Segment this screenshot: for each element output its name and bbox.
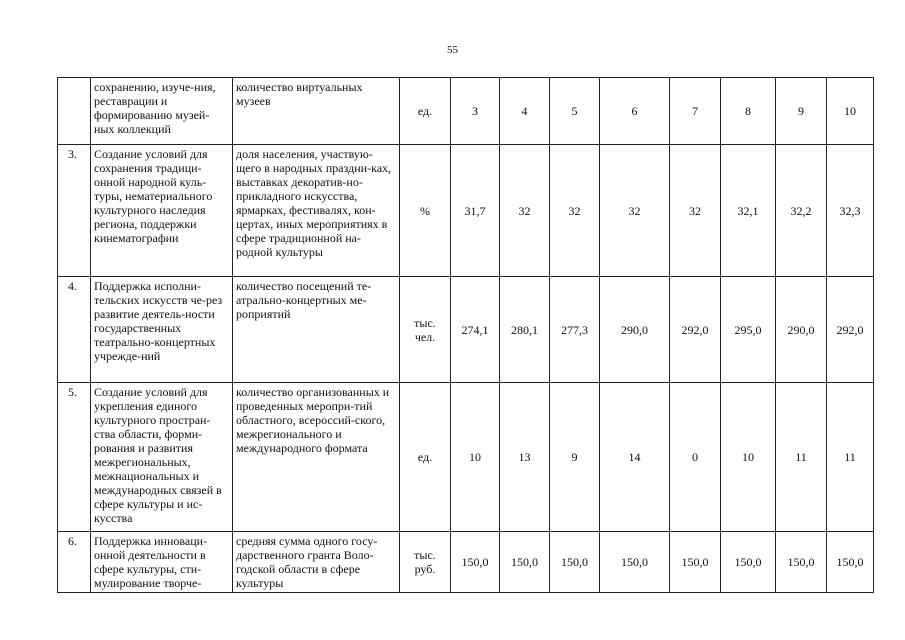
value-cell: 32,3 [827, 145, 874, 277]
value-cell: 277,3 [550, 277, 600, 383]
unit-cell: тыс. чел. [400, 277, 451, 383]
task-name-cell: Создание условий для укрепления единого культурного простран-ства области, форми-рования и развития межрегиональных, межнациональных и международных связей в сфере культуры и ис-кусства [91, 383, 233, 532]
unit-cell: тыс. руб. [400, 532, 451, 593]
row-number: 3. [58, 145, 91, 277]
value-cell: 8 [721, 78, 776, 145]
task-name-cell: Поддержка инноваци-онной деятельности в сфере культуры, сти-мулирование творче- [91, 532, 233, 593]
value-cell: 4 [500, 78, 550, 145]
indicator-cell: доля населения, участвую-щего в народных праздни-ках, выставках декоратив-но-прикладного искусства, ярмарках, фестивалях, кон-цертах, иных мероприятиях в сфере традиционной на-родной культуры [233, 145, 400, 277]
value-cell: 9 [550, 383, 600, 532]
value-cell: 150,0 [550, 532, 600, 593]
value-cell: 150,0 [500, 532, 550, 593]
indicators-table [57, 77, 874, 593]
value-cell: 10 [827, 78, 874, 145]
value-cell: 290,0 [776, 277, 827, 383]
value-cell: 32 [670, 145, 721, 277]
unit-cell: ед. [400, 78, 451, 145]
value-cell: 10 [721, 383, 776, 532]
value-cell: 150,0 [721, 532, 776, 593]
value-cell: 5 [550, 78, 600, 145]
table-row [58, 78, 874, 145]
value-cell: 31,7 [451, 145, 500, 277]
value-cell: 292,0 [670, 277, 721, 383]
value-cell: 11 [776, 383, 827, 532]
table-body [58, 78, 874, 593]
value-cell: 32,1 [721, 145, 776, 277]
page-number: 55 [447, 44, 458, 56]
value-cell: 292,0 [827, 277, 874, 383]
row-number: 4. [58, 277, 91, 383]
value-cell: 9 [776, 78, 827, 145]
value-cell: 13 [500, 383, 550, 532]
value-cell: 280,1 [500, 277, 550, 383]
value-cell: 32,2 [776, 145, 827, 277]
table-row [58, 277, 874, 383]
value-cell: 295,0 [721, 277, 776, 383]
value-cell: 7 [670, 78, 721, 145]
row-number: 6. [58, 532, 91, 593]
value-cell: 32 [500, 145, 550, 277]
value-cell: 32 [550, 145, 600, 277]
indicator-cell: количество посещений те-атрально-концертных ме-роприятий [233, 277, 400, 383]
table-row [58, 145, 874, 277]
unit-cell: % [400, 145, 451, 277]
value-cell: 150,0 [451, 532, 500, 593]
value-cell: 14 [600, 383, 670, 532]
value-cell: 150,0 [776, 532, 827, 593]
value-cell: 10 [451, 383, 500, 532]
row-number: 5. [58, 383, 91, 532]
row-number [58, 78, 91, 145]
task-name-cell: Поддержка исполни-тельских искусств че-рез развитие деятель-ности государственных театрально-концертных учрежде-ний [91, 277, 233, 383]
table-row [58, 383, 874, 532]
value-cell: 32 [600, 145, 670, 277]
indicator-cell: количество организованных и проведенных меропри-тий областного, всероссий-ского, межрегионального и международного формата [233, 383, 400, 532]
unit-cell: ед. [400, 383, 451, 532]
value-cell: 150,0 [670, 532, 721, 593]
value-cell: 150,0 [600, 532, 670, 593]
task-name-cell: сохранению, изуче-ния, реставрации и формированию музей-ных коллекций [91, 78, 233, 145]
value-cell: 0 [670, 383, 721, 532]
value-cell: 6 [600, 78, 670, 145]
value-cell: 11 [827, 383, 874, 532]
task-name-cell: Создание условий для сохранения традици-онной народной куль-туры, нематериального культурного наследия региона, поддержки кинематографии [91, 145, 233, 277]
value-cell: 3 [451, 78, 500, 145]
table-row [58, 532, 874, 593]
value-cell: 290,0 [600, 277, 670, 383]
indicator-cell: количество виртуальных музеев [233, 78, 400, 145]
indicator-cell: средняя сумма одного госу-дарственного гранта Воло-годской области в сфере культуры [233, 532, 400, 593]
value-cell: 274,1 [451, 277, 500, 383]
value-cell: 150,0 [827, 532, 874, 593]
